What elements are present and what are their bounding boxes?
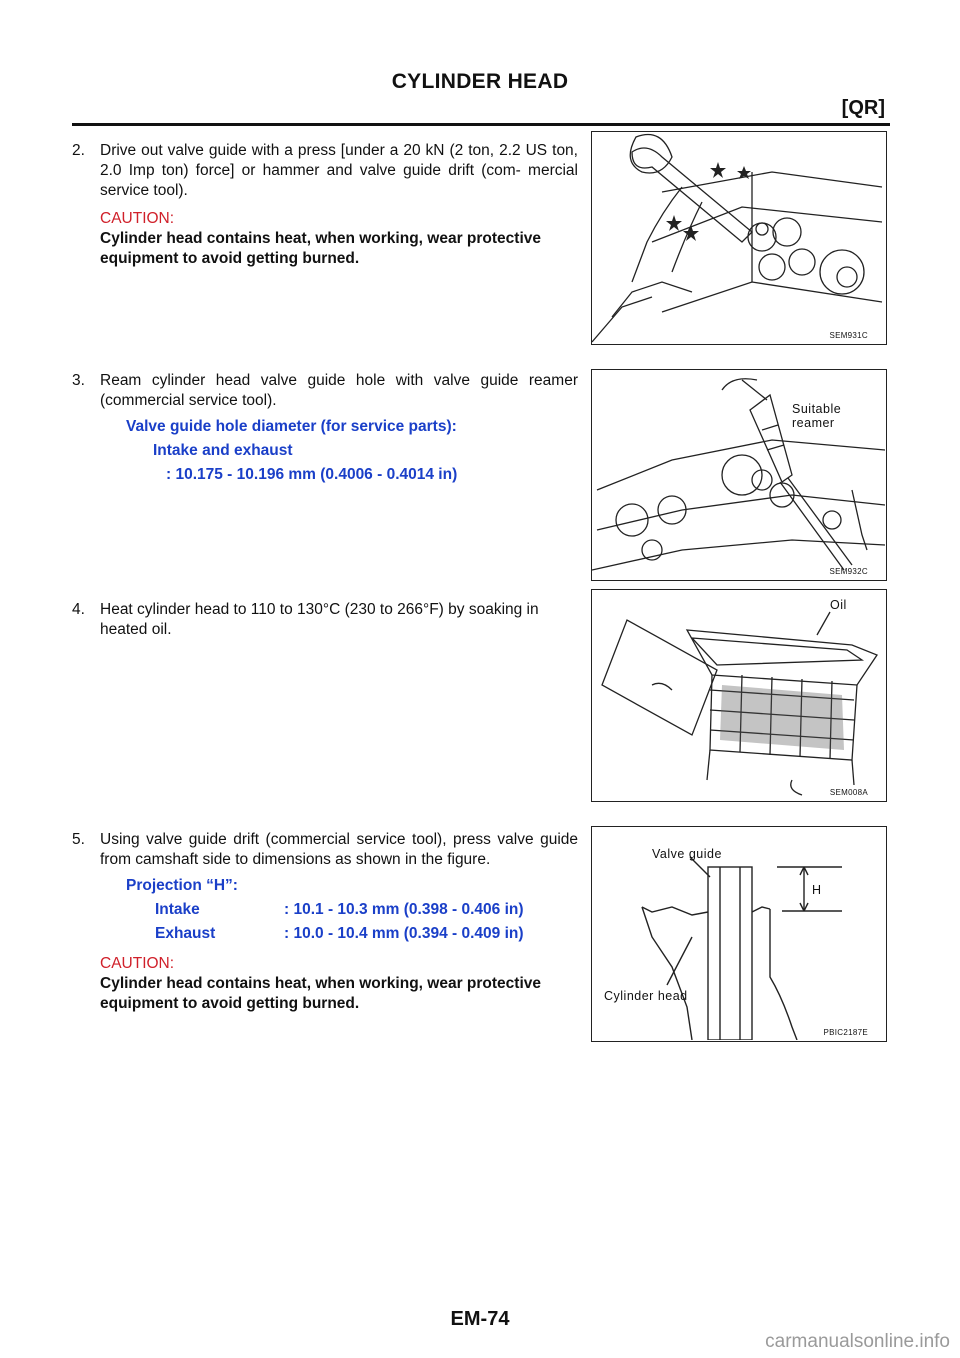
figure-code: SEM008A <box>829 788 868 797</box>
step-number: 2. <box>72 142 85 159</box>
spec-row-label: Intake <box>155 901 200 918</box>
page-number: EM-74 <box>450 1308 510 1330</box>
step-4 <box>72 600 578 640</box>
spec-subtitle: Intake and exhaust <box>153 442 293 459</box>
spec-title: Projection “H”: <box>126 877 238 894</box>
oil-label: Oil <box>830 598 847 612</box>
caution-label: CAUTION: <box>100 955 175 972</box>
spec-title: Valve guide hole diameter (for service parts): <box>126 418 457 435</box>
figure-code: SEM931C <box>829 331 868 340</box>
step-text: Heat cylinder head to 110 to 130°C (230 to 266°F) by soaking in heated oil. <box>100 601 539 638</box>
header-divider <box>72 123 890 126</box>
figure-reamer <box>591 369 887 581</box>
caution-label: CAUTION: <box>100 210 175 227</box>
step-number: 5. <box>72 831 85 848</box>
spec-row-value: : 10.0 - 10.4 mm (0.394 - 0.409 in) <box>284 925 524 942</box>
step-3 <box>72 371 578 487</box>
caution-text: Cylinder head contains heat, when working, wear protective equipment to avoid getting burned. <box>100 975 541 1012</box>
watermark: carmanualsonline.info <box>765 1331 950 1352</box>
figure-hammer-drift <box>591 131 887 345</box>
projection-h-label: H <box>812 883 822 897</box>
spec-row-value: : 10.1 - 10.3 mm (0.398 - 0.406 in) <box>284 901 524 918</box>
reamer-label: Suitable reamer <box>792 402 842 430</box>
figure-code: PBIC2187E <box>823 1028 868 1037</box>
step-text: Using valve guide drift (commercial service tool), press valve guide from camshaft side to dimensions as shown in the figure. <box>100 831 578 868</box>
oil-bath-illustration <box>592 590 885 800</box>
cylinder-head-label: Cylinder head <box>604 989 688 1003</box>
spec-row-exhaust <box>155 922 578 946</box>
hammer-drift-illustration <box>592 132 885 343</box>
figure-code: SEM932C <box>829 567 868 576</box>
valve-guide-illustration <box>592 827 885 1040</box>
step-text: Drive out valve guide with a press [under a 20 kN (2 ton, 2.2 US ton, 2.0 Imp ton) force] or hammer and valve guide drift (com- mercial service tool). <box>100 142 578 199</box>
spec-value: : 10.175 - 10.196 mm (0.4006 - 0.4014 in) <box>166 466 458 483</box>
step-number: 4. <box>72 601 85 618</box>
caution-text: Cylinder head contains heat, when working, wear protective equipment to avoid getting burned. <box>100 230 541 267</box>
step-2 <box>72 141 578 269</box>
step-number: 3. <box>72 372 85 389</box>
spec-row-intake <box>155 898 578 922</box>
section-code: [QR] <box>841 97 885 119</box>
spec-row-label: Exhaust <box>155 925 216 942</box>
figure-valve-guide <box>591 826 887 1042</box>
page-title: CYLINDER HEAD <box>391 70 569 93</box>
step-text: Ream cylinder head valve guide hole with valve guide reamer (commercial service tool). <box>100 372 578 409</box>
figure-oil-bath <box>591 589 887 802</box>
step-5 <box>72 830 578 1014</box>
valve-guide-label: Valve guide <box>652 847 722 861</box>
